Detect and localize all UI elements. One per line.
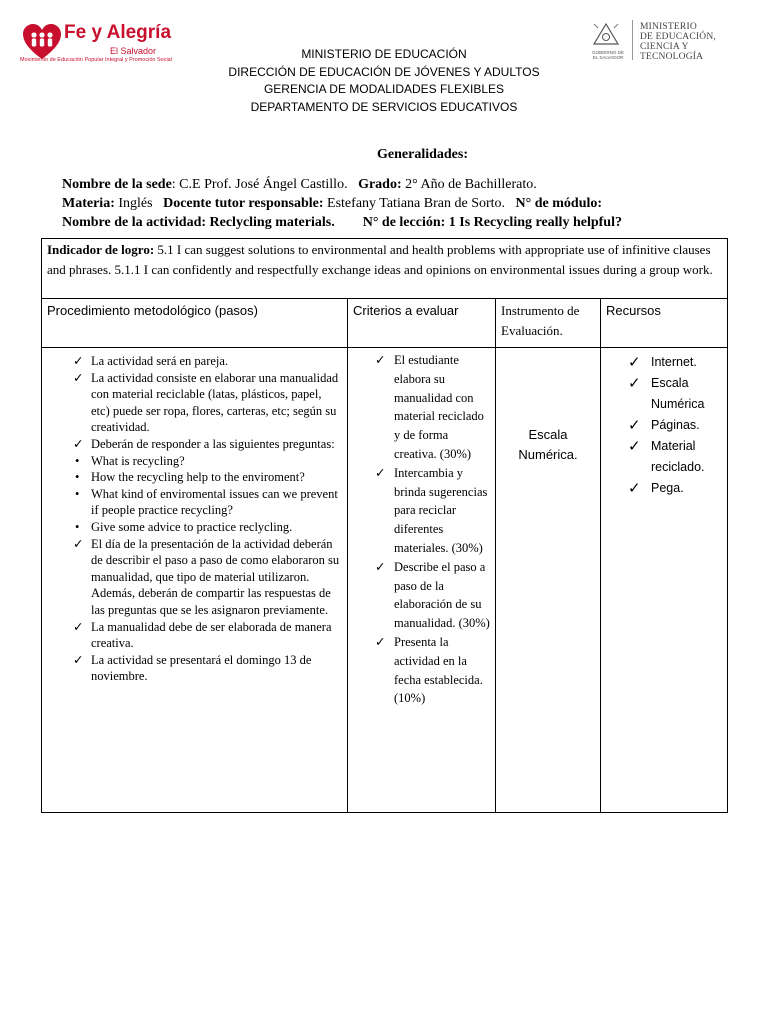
fe-y-alegria-title: Fe y Alegría [64, 22, 172, 43]
indicador-text: 5.1 I can suggest solutions to environmental and health problems with appropriate use of infinitive clauses and phrases. 5.1.1 I can confidently and respectfully exchange ideas and opinions on environmental issues during a group work. [47, 242, 713, 277]
ministerio-logo-text: MINISTERIO DE EDUCACIÓN, CIENCIA Y TECNOLOGÍA [640, 22, 716, 62]
fe-y-alegria-subtitle: El Salvador [110, 46, 157, 56]
check-icon: ✓ [628, 354, 641, 371]
header-line-1: MINISTERIO DE EDUCACIÓN [301, 47, 467, 61]
list-item: • What kind of enviromental issues can we prevent if people practice recycling? [75, 486, 338, 518]
list-item: ✓ Internet. [628, 354, 697, 371]
list-item: ✓ Pega. [628, 480, 684, 497]
recursos-list [606, 348, 722, 499]
info-line-sede: Nombre de la sede: C.E Prof. José Ángel Castillo. Grado: 2° Año de Bachillerato. [62, 177, 537, 192]
check-icon: ✓ [628, 417, 641, 434]
procedimiento-cell [42, 348, 348, 813]
recursos-cell [601, 348, 728, 813]
header-line-4: DEPARTAMENTO DE SERVICIOS EDUCATIVOS [250, 99, 518, 114]
list-item: ✓ La manualidad debe de ser elaborada de manera creativa. [73, 619, 332, 651]
list-item: • How the recycling help to the enviroment? [75, 470, 305, 485]
section-title: Generalidades: [377, 147, 468, 162]
list-item: ✓ Deberán de responder a las siguientes preguntas: [73, 436, 335, 451]
check-icon: ✓ [73, 436, 84, 451]
check-icon: ✓ [375, 465, 386, 480]
header-line-2: DIRECCIÓN DE EDUCACIÓN DE JÓVENES Y ADULTOS [228, 64, 540, 79]
check-icon: ✓ [628, 480, 641, 497]
list-item: ✓ Intercambia y brinda sugerencias para reciclar diferentes materiales. (30%) [375, 465, 488, 555]
list-item: • What is recycling? [75, 453, 185, 468]
check-icon: ✓ [73, 619, 84, 634]
list-item: ✓ La actividad se presentará el domingo 13 de noviembre. [73, 652, 312, 684]
fe-y-alegria-tagline: Movimiento de Educación Popular Integral y Promoción Social [20, 57, 172, 63]
bullet-icon: • [75, 453, 80, 468]
indicador-label: Indicador de logro: [47, 242, 155, 257]
check-icon: ✓ [73, 370, 84, 385]
coat-of-arms-icon [592, 22, 620, 48]
list-item: ✓ La actividad será en pareja. [73, 354, 229, 368]
criterios-list [353, 348, 490, 708]
list-item: ✓ El día de la presentación de la actividad deberán de describir el paso a paso de como elaboraron su manualidad, que tipo de material utilizaron. Además, deberán de compartir las respuestas de las preguntas que se les asignaron previamente. [73, 536, 340, 617]
planning-table [41, 238, 728, 813]
header-criterios: Criterios a evaluar [348, 299, 496, 348]
instrumento-cell: Escala Numérica. [496, 348, 601, 813]
check-icon: ✓ [375, 353, 386, 367]
check-icon: ✓ [73, 652, 84, 667]
criterios-cell [348, 348, 496, 813]
header-recursos: Recursos [601, 299, 728, 348]
procedimiento-list [47, 348, 342, 685]
list-item: ✓ Presenta la actividad en la fecha establecida. (10%) [375, 634, 483, 706]
list-item: ✓ El estudiante elabora su manualidad con material reciclado y de forma creativa. (30%) [375, 353, 484, 461]
list-item: ✓ Páginas. [628, 417, 700, 434]
gobierno-caption: GOBIERNO DE EL SALVADOR [592, 50, 624, 60]
check-icon: ✓ [375, 634, 386, 649]
list-item: ✓ Describe el paso a paso de la elaboración de su manualidad. (30%) [375, 559, 490, 631]
check-icon: ✓ [73, 536, 84, 551]
bullet-icon: • [75, 470, 80, 485]
document-header [0, 46, 768, 116]
list-item: ✓ La actividad consiste en elaborar una manualidad con material reciclable (latas, plásticos, papel, etc) puede ser ropa, flores, carteras, etc; según su creatividad. [73, 370, 339, 435]
header-procedimiento: Procedimiento metodológico (pasos) [42, 299, 348, 348]
header-line-3: GERENCIA DE MODALIDADES FLEXIBLES [263, 82, 505, 96]
check-icon: ✓ [375, 559, 386, 574]
header-instrumento: Instrumento de Evaluación. [496, 299, 601, 348]
list-item: • Give some advice to practice reclycling. [75, 519, 293, 534]
check-icon: ✓ [73, 354, 84, 368]
info-line-actividad: Nombre de la actividad: Reclycling materials. N° de lección: 1 Is Recycling really helpful? [62, 215, 622, 230]
indicador-cell [42, 239, 728, 299]
check-icon: ✓ [628, 438, 641, 455]
check-icon: ✓ [628, 375, 641, 392]
list-item: ✓ Escala Numérica [628, 375, 705, 411]
bullet-icon: • [75, 519, 80, 534]
info-line-materia: Materia: Inglés Docente tutor responsable: Estefany Tatiana Bran de Sorto. N° de módulo: [62, 196, 603, 211]
list-item: ✓ Material reciclado. [628, 438, 705, 474]
bullet-icon: • [75, 486, 80, 501]
